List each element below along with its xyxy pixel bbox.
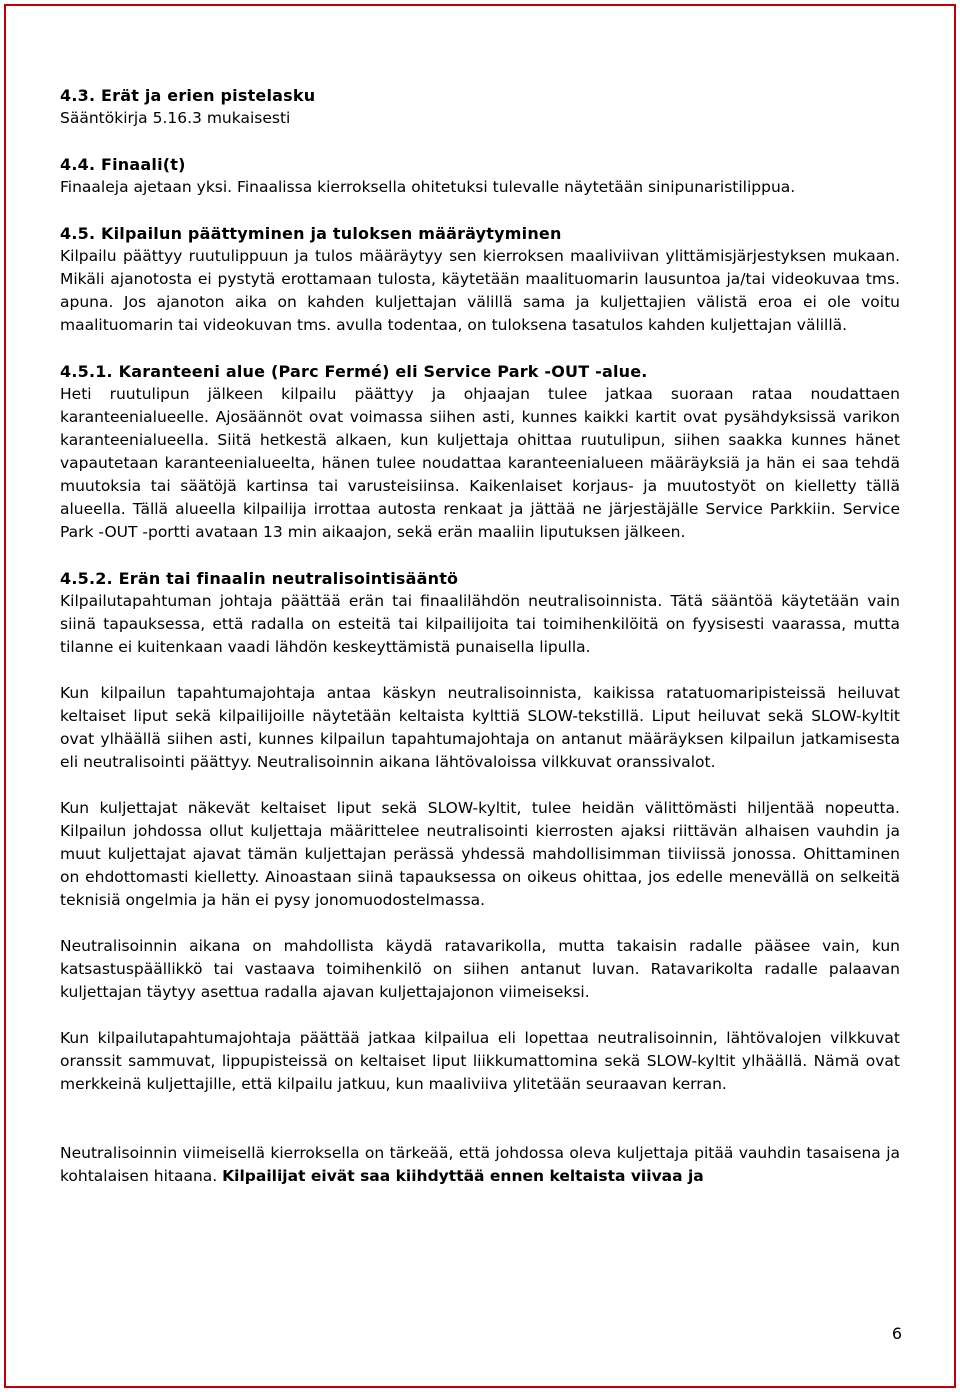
section-heading: 4.5.2. Erän tai finaalin neutralisointisääntö (60, 569, 459, 588)
paragraph-6-bold-text: Kilpailijat eivät saa kiihdyttää ennen keltaista viivaa ja (222, 1167, 704, 1185)
section-text: Heti ruutulipun jälkeen kilpailu päättyy ja ohjaajan tulee jatkaa suoraan rataa noudattaen karanteenialueelle. Ajosäännöt ovat voimassa siihen asti, kunnes kaikki kartit ovat pysähdyksissä varikon karanteenialueella. Siitä hetkestä alkaen, kun kuljettaja ohittaa ruutulipun, siihen saakka kunnes hänet vapautetaan karanteenialueelta, hänen tulee noudattaa karanteenialueen määräyksiä ja hän ei saa tehdä muutoksia tai säätöjä kartinsa tai varusteisiinsa. Kaikenlaiset korjaus- ja muutostyöt on kielletty tällä alueella. Tällä alueella kilpailija irrottaa autosta renkaat ja jättää ne järjestäjälle Service Parkkiin. Service Park -OUT -portti avataan 13 min aikaajon, sekä erän maaliin liputuksen jälkeen. (60, 385, 900, 541)
paragraph-5: Kun kilpailutapahtumajohtaja päättää jatkaa kilpailua eli lopettaa neutralisoinnin, lähtövalojen vilkkuvat oranssit sammuvat, lippupisteissä on keltaiset liput liikkumattomina sekä SLOW-kyltit ylhäällä. Nämä ovat merkkeinä kuljettajille, että kilpailu jatkuu, kun maaliviiva ylitetään seuraavan kerran. (60, 1029, 900, 1093)
document-body (60, 84, 900, 1188)
section-4-4 (60, 153, 900, 199)
page-number: 6 (891, 1324, 902, 1343)
section-heading: 4.5. Kilpailun päättyminen ja tuloksen määräytyminen (60, 224, 562, 243)
paragraph-4: Neutralisoinnin aikana on mahdollista käydä ratavarikolla, mutta takaisin radalle pääsee vain, kun katsastuspäällikkö tai vastaava toimihenkilö on siihen antanut luvan. Ratavarikolta radalle palaavan kuljettajan täytyy asettua radalla ajavan kuljettajajonon viimeiseksi. (60, 937, 900, 1001)
paragraph-3: Kun kuljettajat näkevät keltaiset liput sekä SLOW-kyltit, tulee heidän välittömästi hiljentää nopeutta. Kilpailun johdossa ollut kuljettaja määrittelee neutralisointi kierrosten ajaksi riittävän alhaisen vauhdin ja muut kuljettajat ajavat tämän kuljettajan perässä yhdessä mahdollisimman tiiviissä jonossa. Ohittaminen on ehdottomasti kielletty. Ainoastaan siinä tapauksessa on oikeus ohittaa, jos edelle menevällä on selkeitä teknisiä ongelmia ja hän ei pysy jonomuodostelmassa. (60, 799, 900, 909)
paragraph-2: Kun kilpailun tapahtumajohtaja antaa käskyn neutralisoinnista, kaikissa ratatuomaripisteissä heiluvat keltaiset liput sekä kilpailijoille näytetään keltaista kylttiä SLOW-tekstillä. Liput heiluvat sekä SLOW-kyltit ovat ylhäällä siihen asti, kunnes kilpailun tapahtumajohtaja on antanut määräyksen kilpailun jatkamisesta eli neutralisointi päättyy. Neutralisoinnin aikana lähtövaloissa vilkkuvat oranssivalot. (60, 684, 900, 771)
section-4-5-2 (60, 567, 900, 1188)
paragraph-1: Kilpailutapahtuman johtaja päättää erän tai finaalilähdön neutralisoinnista. Tätä sääntöä käytetään vain siinä tapauksessa, että radalla on esteitä tai kilpailijoita tai toimihenkilöitä on fyysisesti vaarassa, mutta tilanne ei kuitenkaan vaadi lähdön keskeyttämistä punaisella lipulla. (60, 592, 900, 656)
section-text: Finaaleja ajetaan yksi. Finaalissa kierroksella ohitetuksi tulevalle näytetään sinipunaristilippua. (60, 178, 796, 196)
section-heading: 4.3. Erät ja erien pistelasku (60, 86, 316, 105)
section-heading: 4.4. Finaali(t) (60, 155, 186, 174)
paragraph-6-text: Neutralisoinnin viimeisellä kierroksella on tärkeää, että johdossa oleva kuljettaja pitää vauhdin tasaisena ja kohtalaisen hitaana. (60, 1144, 900, 1185)
section-4-5-1 (60, 360, 900, 544)
section-text: Sääntökirja 5.16.3 mukaisesti (60, 109, 291, 127)
section-4-3 (60, 84, 900, 130)
paragraph-6 (60, 1142, 900, 1188)
section-text: Kilpailu päättyy ruutulippuun ja tulos määräytyy sen kierroksen maaliviivan ylittämisjärjestyksen mukaan. Mikäli ajanotosta ei pystytä erottamaan tulosta, käytetään maalituomarin lausuntoa ja/tai videokuvaa tms. apuna. Jos ajanoton aika on kahden kuljettajan välillä sama ja kuljettajien välistä eroa ei ole voitu maalituomarin tai videokuvan tms. avulla todentaa, on tuloksena tasatulos kahden kuljettajan välillä. (60, 247, 900, 334)
section-heading: 4.5.1. Karanteeni alue (Parc Fermé) eli Service Park -OUT -alue. (60, 362, 648, 381)
section-4-5 (60, 222, 900, 337)
